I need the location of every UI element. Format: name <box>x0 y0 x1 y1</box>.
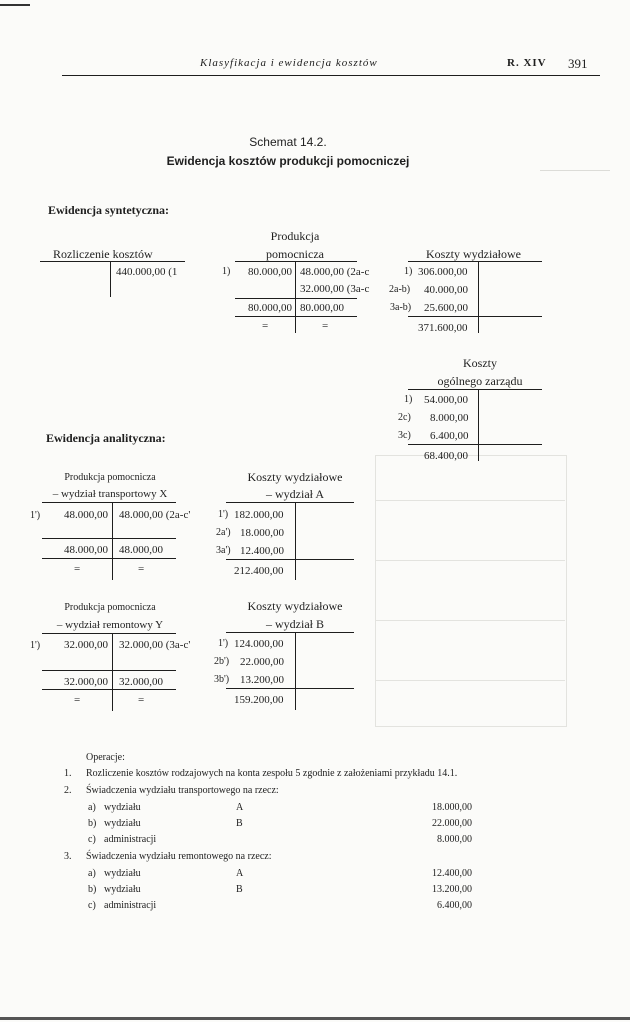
ledger-label: 2a-b) <box>389 284 411 295</box>
ledger-value: 8.000,00 <box>430 412 469 424</box>
credit-entry: 440.000,00 (1 <box>116 266 178 278</box>
operation-number: 1. <box>64 768 72 779</box>
account-title-line1: Koszty <box>463 356 497 370</box>
ledger-value: 182.000,00 <box>234 509 284 521</box>
balance-mark-left: = <box>74 694 81 706</box>
operation-number: 2. <box>64 785 72 796</box>
account-title-line2: – wydział remontowy Y <box>56 619 164 631</box>
item-letter: b) <box>88 818 97 829</box>
ledger-label: 3a-b) <box>390 302 412 313</box>
account-title-line2: pomocnicza <box>266 247 324 261</box>
item-letter: a) <box>88 802 96 813</box>
item-name: wydziału <box>104 802 141 813</box>
account-title-line1: Produkcja pomocnicza <box>64 472 156 483</box>
debit-entry: 48.000,00 <box>64 509 108 521</box>
ledger-total: 212.400,00 <box>234 565 284 577</box>
ledger-value: 22.000,00 <box>240 656 284 668</box>
item-letter: b) <box>88 884 97 895</box>
ledger-label: 2a') <box>216 527 231 538</box>
account-title-line2: – wydział A <box>266 487 324 501</box>
account-title-line1: Produkcja <box>270 229 320 243</box>
ledger-label: 1) <box>404 266 413 277</box>
ledger-label: 3a') <box>216 545 231 556</box>
item-letter: a) <box>88 868 96 879</box>
debit-entry: 32.000,00 <box>64 639 108 651</box>
balance-mark-right: = <box>322 320 329 332</box>
account-title: Rozliczenie kosztów <box>53 247 153 261</box>
running-title: Klasyfikacja i ewidencja kosztów <box>200 57 378 69</box>
page-bottom-edge <box>0 1017 630 1020</box>
credit-entry-1: 48.000,00 (2a-c <box>300 266 370 278</box>
ledger-total: 68.400,00 <box>424 450 468 462</box>
ledger-label: 3b') <box>214 674 230 685</box>
item-name: wydziału <box>104 868 141 879</box>
credit-entry: 48.000,00 (2a-c' <box>119 509 191 521</box>
ledger-label: 2b') <box>214 656 230 667</box>
ledger-label: 1') <box>218 509 229 520</box>
item-amount: 6.400,00 <box>437 900 472 911</box>
total-debit: 80.000,00 <box>248 302 292 314</box>
ledger-total: 371.600,00 <box>418 322 468 334</box>
chapter-label: R. XIV <box>507 57 547 69</box>
item-name: wydziału <box>104 884 141 895</box>
ledger-value: 54.000,00 <box>424 394 468 406</box>
item-amount: 18.000,00 <box>432 802 472 813</box>
balance-mark-right: = <box>138 563 145 575</box>
account-title-line1: Produkcja pomocnicza <box>64 602 156 613</box>
total-credit: 48.000,00 <box>119 544 163 556</box>
item-amount: 13.200,00 <box>432 884 472 895</box>
total-credit: 32.000,00 <box>119 676 163 688</box>
account-title-line2: ogólnego zarządu <box>437 374 523 388</box>
total-debit: 32.000,00 <box>64 676 108 688</box>
synthetic-heading: Ewidencja syntetyczna: <box>48 203 169 217</box>
page-number: 391 <box>568 56 588 71</box>
ledger-value: 13.200,00 <box>240 674 284 686</box>
schema-title: Ewidencja kosztów produkcji pomocniczej <box>166 154 410 168</box>
debit-label: 1') <box>30 640 41 651</box>
operation-text: Świadczenia wydziału transportowego na rzecz: <box>86 785 279 796</box>
ledger-value: 18.000,00 <box>240 527 284 539</box>
operations-heading: Operacje: <box>86 752 125 763</box>
account-title-line2: – wydział transportowy X <box>52 488 168 500</box>
item-target: B <box>236 884 243 895</box>
item-name: administracji <box>104 834 157 845</box>
balance-mark-left: = <box>262 320 269 332</box>
schema-number: Schemat 14.2. <box>249 135 327 149</box>
operation-number: 3. <box>64 851 72 862</box>
item-target: A <box>236 802 244 813</box>
ledger-total: 159.200,00 <box>234 694 284 706</box>
account-title: Koszty wydziałowe <box>426 247 521 261</box>
ledger-label: 3c) <box>398 430 411 441</box>
item-name: administracji <box>104 900 157 911</box>
ledger-value: 6.400,00 <box>430 430 469 442</box>
balance-mark-left: = <box>74 563 81 575</box>
ledger-value: 25.600,00 <box>424 302 468 314</box>
ledger-value: 40.000,00 <box>424 284 468 296</box>
credit-entry-2: 32.000,00 (3a-c <box>300 283 370 295</box>
account-title-line2: – wydział B <box>266 617 324 631</box>
account-title-line1: Koszty wydziałowe <box>247 470 343 484</box>
operation-text: Rozliczenie kosztów rodzajowych na konta zespołu 5 zgodnie z założeniami przykładu 14.1. <box>86 768 458 779</box>
ledger-label: 1') <box>218 638 229 649</box>
item-amount: 12.400,00 <box>432 868 472 879</box>
header-rule <box>62 75 600 76</box>
ledger-value: 12.400,00 <box>240 545 284 557</box>
credit-entry: 32.000,00 (3a-c' <box>119 639 191 651</box>
debit-label: 1') <box>30 510 41 521</box>
item-amount: 8.000,00 <box>437 834 472 845</box>
ledger-label: 1) <box>404 394 413 405</box>
item-name: wydziału <box>104 818 141 829</box>
account-title-line1: Koszty wydziałowe <box>247 599 343 613</box>
debit-label: 1) <box>222 266 231 277</box>
total-debit: 48.000,00 <box>64 544 108 556</box>
balance-mark-right: = <box>138 694 145 706</box>
item-amount: 22.000,00 <box>432 818 472 829</box>
ledger-value: 306.000,00 <box>418 266 468 278</box>
operation-text: Świadczenia wydziału remontowego na rzecz: <box>86 851 272 862</box>
ledger-value: 124.000,00 <box>234 638 284 650</box>
page-edge-mark <box>0 4 30 6</box>
analytic-heading: Ewidencja analityczna: <box>46 431 166 445</box>
ledger-label: 2c) <box>398 412 411 423</box>
item-letter: c) <box>88 900 96 911</box>
item-letter: c) <box>88 834 96 845</box>
item-target: B <box>236 818 243 829</box>
item-target: A <box>236 868 244 879</box>
total-credit: 80.000,00 <box>300 302 344 314</box>
debit-entry: 80.000,00 <box>248 266 292 278</box>
